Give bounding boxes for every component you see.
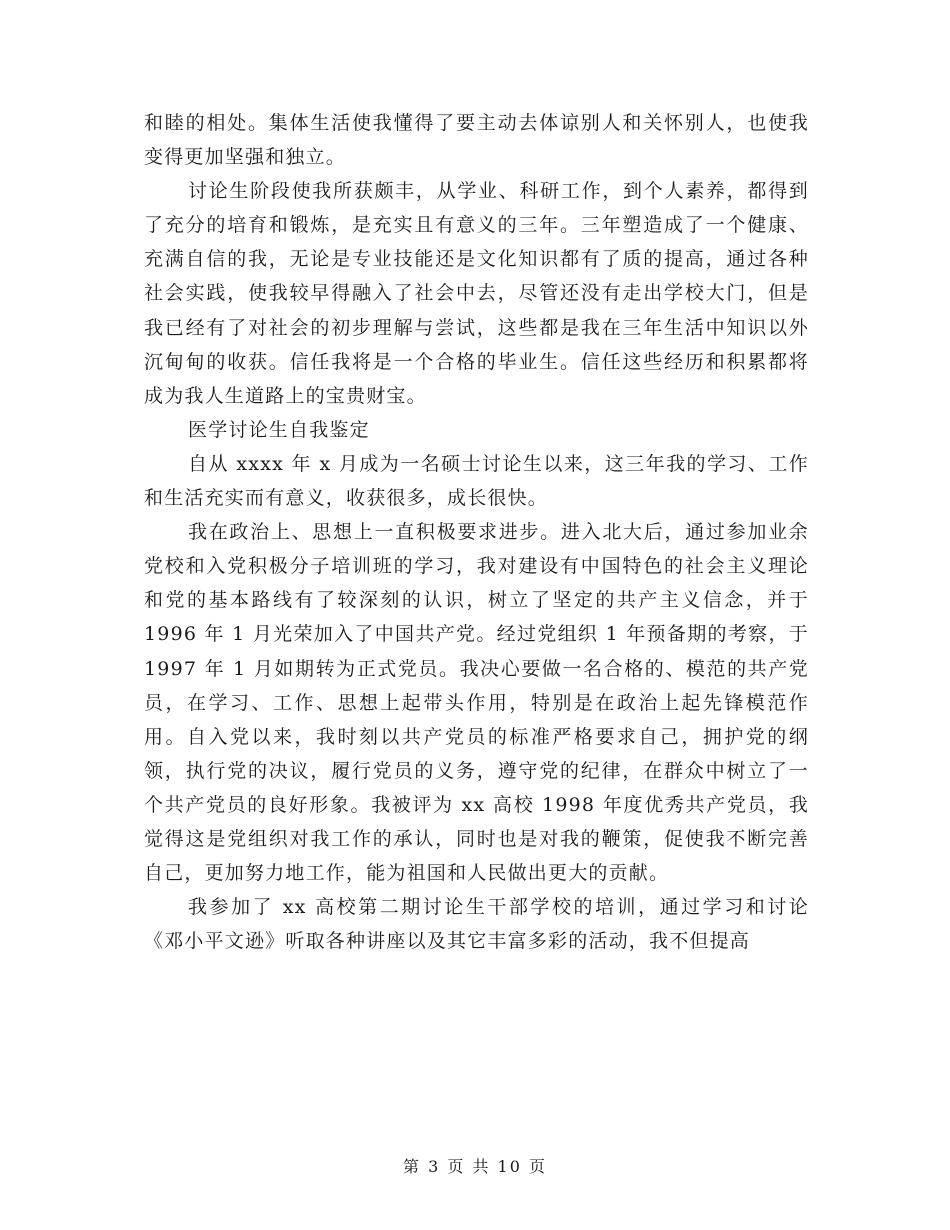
- page-number-footer: 第 3 页 共 10 页: [403, 1157, 547, 1176]
- section-heading: 医学讨论生自我鉴定: [188, 418, 370, 441]
- paragraph-political: 我在政治上、思想上一直积极要求进步。进入北大后，通过参加业余党校和入党积极分子培训班的学习，我对建设有中国特色的社会主义理论和党的基本路线有了较深刻的认识，树立了坚定的共产主义信念，并于 1996 年 1 月光荣加入了中国共产党。经过党组织 1 年预备期的考察，于 1997 年 1 月如期转为正式党员。我决心要做一名合格的、模范的共产党员，在学习、工作、思想上起带头作用，特别是在政治上起先锋模范作用。自入党以来，我时刻以共产党员的标准严格要求自己，拥护党的纲领，执行党的决议，履行党员的义务，遵守党的纪律，在群众中树立了一个共产党员的良好形象。我被评为 xx 高校 1998 年度优秀共产党员，我觉得这是党组织对我工作的承认，同时也是对我的鞭策，促使我不断完善自己，更加努力地工作，能为祖国和人民做出更大的贡献。: [144, 521, 809, 885]
- document-body: [144, 106, 809, 958]
- paragraph-continuation: 和睦的相处。集体生活使我懂得了要主动去体谅别人和关怀别人，也使我变得更加坚强和独立。: [144, 112, 809, 169]
- paragraph-training: 我参加了 xx 高校第二期讨论生干部学校的培训，通过学习和讨论《邓小平文逊》听取各种讲座以及其它丰富多彩的活动，我不但提高: [144, 896, 809, 953]
- paragraph-graduate-summary: 讨论生阶段使我所获颇丰，从学业、科研工作，到个人素养，都得到了充分的培育和锻炼，是充实且有意义的三年。三年塑造成了一个健康、充满自信的我，无论是专业技能还是文化知识都有了质的提高，通过各种社会实践，使我较早得融入了社会中去，尽管还没有走出学校大门，但是我已经有了对社会的初步理解与尝试，这些都是我在三年生活中知识以外沉甸甸的收获。信任我将是一个合格的毕业生。信任这些经历和积累都将成为我人生道路上的宝贵财宝。: [144, 180, 809, 407]
- paragraph-intro: 自从 xxxx 年 x 月成为一名硕士讨论生以来，这三年我的学习、工作和生活充实而有意义，收获很多，成长很快。: [144, 452, 809, 510]
